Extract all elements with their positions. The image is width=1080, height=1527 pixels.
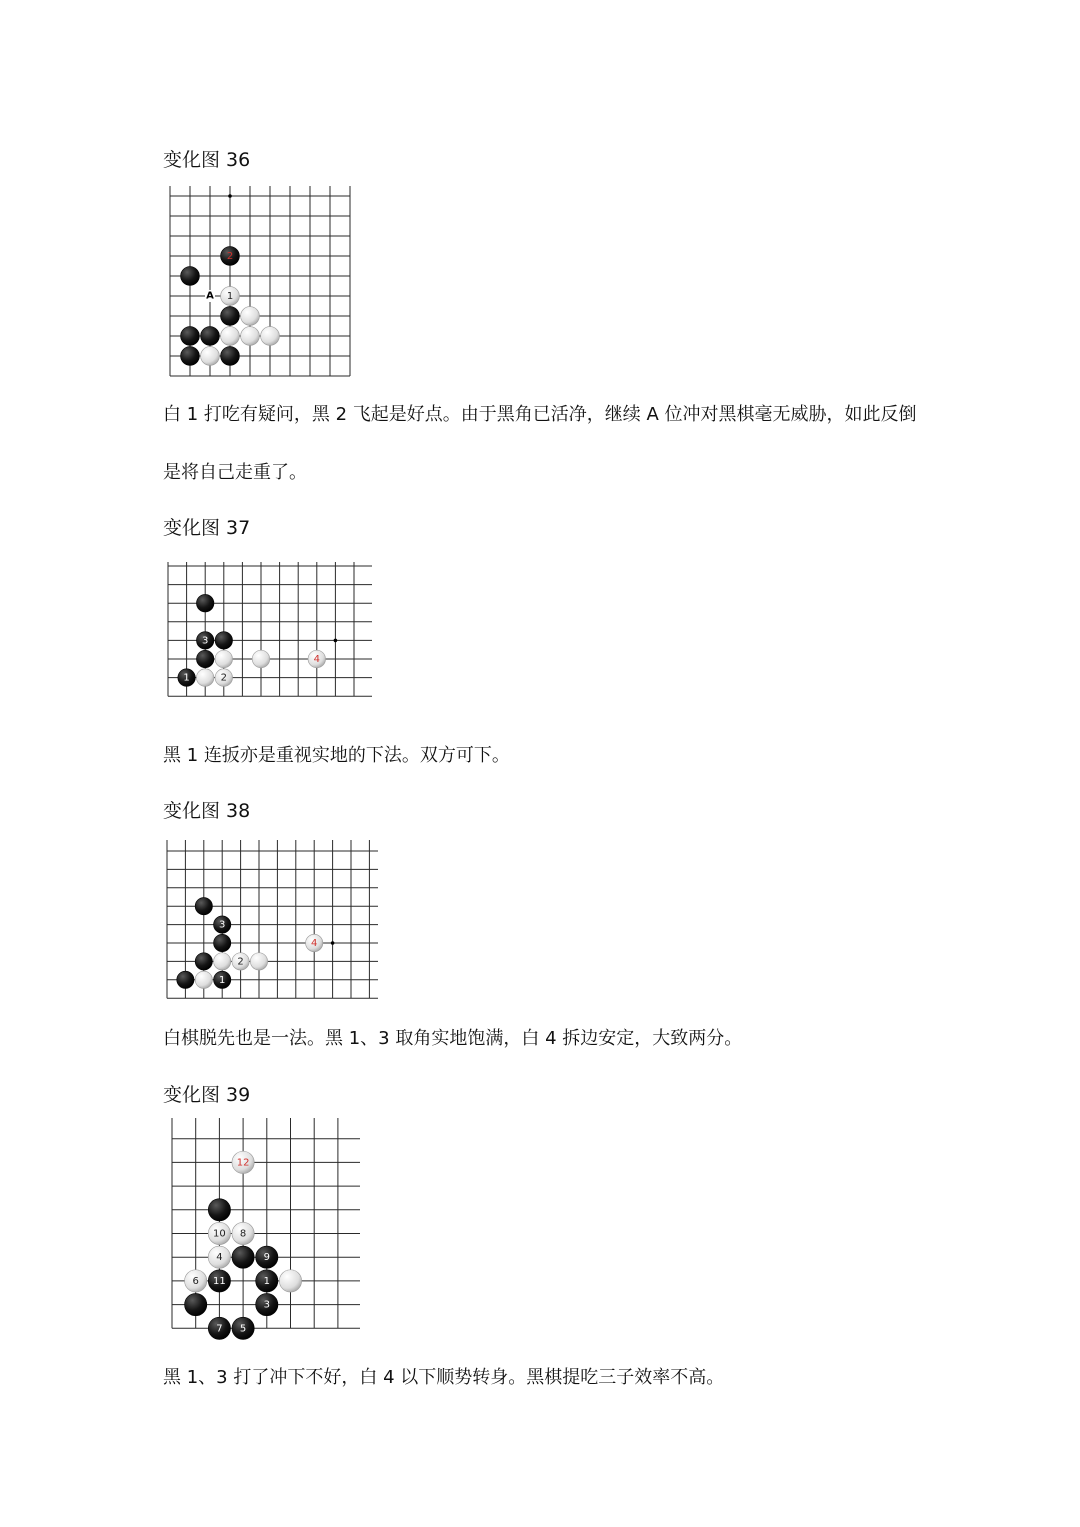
white-stone [232, 953, 249, 970]
diagram-36-caption-line-1: 白 1 打吃有疑问，黑 2 飞起是好点。由于黑角已活净，继续 A 位冲对黑棋毫无威胁，如此反倒 [163, 404, 917, 425]
black-stone [214, 916, 231, 933]
black-stone [208, 1270, 230, 1292]
black-stone [208, 1317, 230, 1339]
star-point-dot [331, 941, 335, 945]
black-stone [232, 1317, 254, 1339]
move-number-label: 4 [313, 654, 320, 665]
black-stone [196, 594, 213, 611]
black-stone [214, 934, 231, 951]
move-number-label: 2 [220, 672, 227, 684]
black-stone [221, 307, 240, 326]
black-stone [256, 1270, 278, 1292]
white-stone [208, 1246, 230, 1268]
diagram-38-caption: 白棋脱先也是一法。黑 1、3 取角实地饱满，白 4 拆边安定，大致两分。 [163, 1028, 743, 1049]
move-number-label: 3 [202, 635, 209, 647]
diagram-38-title: 变化图 38 [163, 800, 251, 822]
white-stone [308, 650, 325, 667]
black-stone [221, 347, 240, 366]
move-number-label: 4 [311, 938, 318, 949]
black-stone [214, 971, 231, 988]
move-number-label: 1 [219, 974, 226, 986]
black-stone [178, 669, 195, 686]
white-stone [241, 307, 260, 326]
black-stone [195, 953, 212, 970]
move-number-label: 2 [237, 956, 244, 968]
move-number-label: 9 [263, 1252, 270, 1264]
white-stone [196, 669, 213, 686]
go-diagram-39 [160, 1118, 360, 1346]
white-stone [221, 287, 240, 306]
diagram-39-title: 变化图 39 [163, 1084, 251, 1106]
white-stone [221, 327, 240, 346]
white-stone [195, 971, 212, 988]
white-stone [185, 1270, 207, 1292]
black-stone [177, 971, 194, 988]
black-stone [196, 650, 213, 667]
move-number-label: 3 [263, 1299, 270, 1311]
go-diagram-37 [160, 562, 372, 712]
move-number-label: 12 [236, 1157, 250, 1169]
move-number-label: 5 [239, 1323, 247, 1335]
black-stone [256, 1293, 278, 1315]
diagram-36-caption-line-2: 是将自己走重了。 [163, 462, 307, 483]
white-stone [250, 953, 267, 970]
black-stone [208, 1199, 230, 1221]
black-stone [181, 327, 200, 346]
black-stone [215, 632, 232, 649]
white-stone [208, 1222, 230, 1244]
move-number-label: 1 [183, 672, 190, 684]
black-stone [185, 1293, 207, 1315]
black-stone [256, 1246, 278, 1268]
diagram-39-caption: 黑 1、3 打了冲下不好，白 4 以下顺势转身。黑棋提吃三子效率不高。 [163, 1367, 725, 1388]
black-stone [181, 267, 200, 286]
white-stone [214, 953, 231, 970]
black-stone [181, 347, 200, 366]
move-number-label: 8 [239, 1228, 247, 1240]
move-number-label: 1 [226, 291, 234, 302]
star-point-dot [228, 194, 232, 198]
diagram-36-title: 变化图 36 [163, 149, 251, 171]
white-stone [201, 347, 220, 366]
black-stone [232, 1246, 254, 1268]
move-number-label: 1 [263, 1275, 270, 1287]
go-diagram-38 [160, 840, 378, 1002]
white-stone [215, 650, 232, 667]
move-number-label: 6 [192, 1275, 199, 1287]
white-stone [232, 1222, 254, 1244]
go-diagram-36 [160, 186, 350, 382]
move-number-label: 10 [213, 1228, 226, 1240]
white-stone [306, 934, 323, 951]
white-stone [252, 650, 269, 667]
diagram-37-title: 变化图 37 [163, 517, 251, 539]
white-stone [279, 1270, 301, 1292]
diagram-37-caption: 黑 1 连扳亦是重视实地的下法。双方可下。 [163, 745, 510, 766]
board-point-mark: A [206, 290, 214, 302]
move-number-label: 3 [219, 919, 226, 931]
white-stone [241, 327, 260, 346]
black-stone [221, 247, 240, 266]
star-point-dot [334, 639, 338, 643]
black-stone [196, 632, 213, 649]
white-stone [261, 327, 280, 346]
white-stone [232, 1151, 254, 1173]
move-number-label: 2 [226, 251, 234, 262]
move-number-label: 4 [216, 1252, 223, 1264]
move-number-label: 11 [213, 1275, 226, 1287]
white-stone [215, 669, 232, 686]
black-stone [195, 898, 212, 915]
move-number-label: 7 [216, 1323, 223, 1335]
black-stone [201, 327, 220, 346]
